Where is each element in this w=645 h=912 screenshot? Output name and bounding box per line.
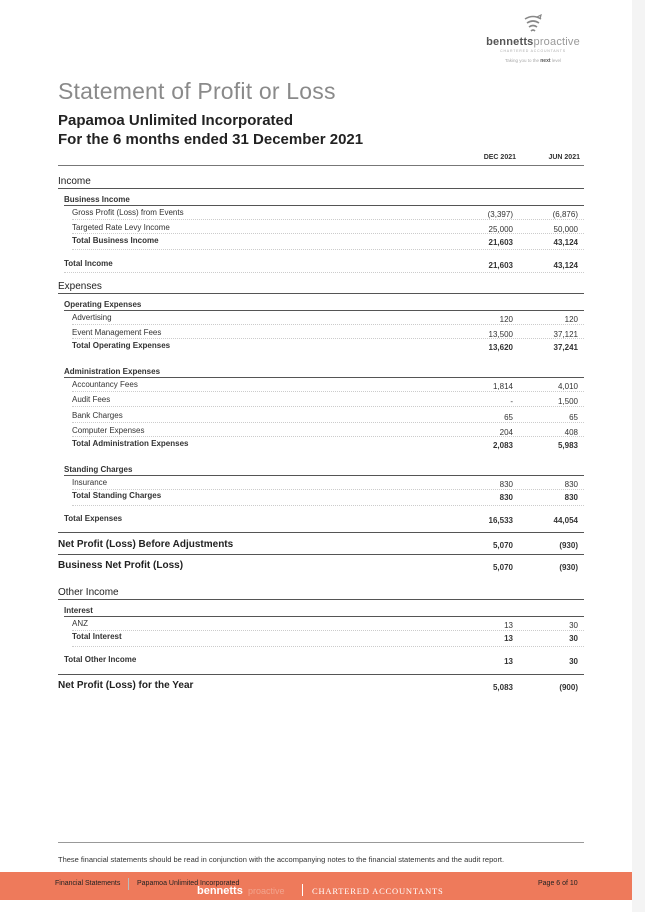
logo-tagline: Taking you to the next level (504, 58, 562, 64)
row-value-dec: 65 (504, 413, 513, 422)
footer-divider (58, 842, 584, 843)
row-value-dec: 21,603 (488, 238, 513, 247)
arc-signal-icon (522, 14, 544, 34)
group-heading-standing-charges: Standing Charges (64, 465, 133, 474)
row-value-jun: 4,010 (557, 382, 578, 391)
row-value-dec: 25,000 (488, 225, 513, 234)
row-label: Bank Charges (72, 411, 123, 420)
scan-edge-shadow (632, 0, 645, 912)
section-divider (58, 599, 584, 600)
logo-subline: CHARTERED ACCOUNTANTS (500, 49, 566, 53)
row-label-net-for-year: Net Profit (Loss) for the Year (58, 680, 194, 691)
row-value-jun: 37,241 (553, 343, 578, 352)
row-value-jun: (6,876) (552, 210, 578, 219)
row-value-jun: 408 (564, 428, 578, 437)
row-divider (72, 505, 584, 506)
row-label: Computer Expenses (72, 426, 145, 435)
row-value-dec: 13,500 (488, 330, 513, 339)
row-divider (72, 219, 584, 220)
row-value-jun: 30 (569, 657, 578, 666)
section-divider (58, 293, 584, 294)
row-value-jun: 37,121 (553, 330, 578, 339)
row-value-jun: 120 (564, 315, 578, 324)
row-value-jun: (930) (559, 563, 578, 572)
company-name: Papamoa Unlimited Incorporated (58, 112, 294, 129)
group-divider (64, 377, 584, 378)
row-value-dec: 1,814 (492, 382, 513, 391)
row-value-dec: 13 (504, 634, 513, 643)
row-divider (72, 489, 584, 490)
group-divider (64, 205, 584, 206)
row-divider (72, 406, 584, 407)
group-divider (64, 475, 584, 476)
footer-firm-label: CHARTERED ACCOUNTANTS (312, 886, 444, 896)
row-value-jun: 30 (569, 634, 578, 643)
row-value-dec: 16,533 (488, 516, 513, 525)
row-value-dec: 5,070 (492, 541, 513, 550)
row-label-total: Total Other Income (64, 655, 137, 664)
column-header-jun-2021: JUN 2021 (548, 154, 580, 161)
row-value-dec: - (510, 397, 513, 406)
row-divider (72, 249, 584, 250)
row-value-jun: 5,983 (557, 441, 578, 450)
row-value-dec: 204 (499, 428, 513, 437)
column-header-dec-2021: DEC 2021 (483, 154, 516, 161)
row-divider (72, 422, 584, 423)
row-value-dec: 120 (499, 315, 513, 324)
row-value-jun: 1,500 (557, 397, 578, 406)
row-label: Accountancy Fees (72, 380, 138, 389)
firm-logo (478, 14, 588, 64)
group-divider (64, 310, 584, 311)
group-heading-administration-expenses: Administration Expenses (64, 367, 161, 376)
section-divider (58, 532, 584, 533)
group-heading-operating-expenses: Operating Expenses (64, 300, 142, 309)
row-label-net-before-adjustments: Net Profit (Loss) Before Adjustments (58, 539, 234, 550)
footer-separator (128, 878, 129, 890)
row-divider (72, 391, 584, 392)
footer-brand-separator (302, 884, 303, 896)
section-heading-income: Income (58, 176, 91, 187)
row-value-jun: 830 (564, 493, 578, 502)
section-heading-other-income: Other Income (58, 587, 119, 598)
footer-note: These financial statements should be read in conjunction with the accompanying notes to the financial statements and the audit report. (58, 855, 505, 864)
row-value-dec: 21,603 (488, 261, 513, 270)
row-label: ANZ (72, 619, 88, 628)
row-value-jun: 65 (569, 413, 578, 422)
page-number: Page 6 of 10 (538, 880, 578, 887)
row-label-total: Total Administration Expenses (72, 439, 189, 448)
row-value-jun: (900) (559, 683, 578, 692)
row-value-dec: 5,083 (492, 683, 513, 692)
footer-company-label: Papamoa Unlimited Incorporated (137, 880, 240, 887)
footer-brand-light: proactive (248, 886, 285, 896)
row-value-dec: 830 (499, 493, 513, 502)
row-label-total: Total Income (64, 259, 113, 268)
row-value-dec: 13 (504, 657, 513, 666)
report-period: For the 6 months ended 31 December 2021 (58, 131, 364, 148)
row-label-total: Total Business Income (72, 236, 159, 245)
row-label-total: Total Operating Expenses (72, 341, 171, 350)
row-divider (72, 436, 584, 437)
row-label: Targeted Rate Levy Income (72, 223, 170, 232)
row-value-dec: 5,070 (492, 563, 513, 572)
row-value-jun: 830 (564, 480, 578, 489)
row-label: Gross Profit (Loss) from Events (72, 208, 184, 217)
row-label-business-net: Business Net Profit (Loss) (58, 560, 184, 571)
row-value-jun: 43,124 (553, 261, 578, 270)
row-divider (72, 324, 584, 325)
row-value-dec: 13 (504, 621, 513, 630)
row-label-total: Total Expenses (64, 514, 123, 523)
row-divider (72, 233, 584, 234)
row-value-jun: 50,000 (553, 225, 578, 234)
row-divider (64, 272, 584, 273)
section-divider (58, 674, 584, 675)
row-divider (72, 630, 584, 631)
header-divider (58, 165, 584, 166)
group-heading-interest: Interest (64, 606, 93, 615)
row-divider (72, 338, 584, 339)
row-label: Insurance (72, 478, 108, 487)
row-value-dec: (3,397) (487, 210, 513, 219)
row-divider (72, 646, 584, 647)
logo-wordmark: bennettsproactive (486, 36, 580, 48)
row-label-total: Total Standing Charges (72, 491, 162, 500)
section-divider (58, 554, 584, 555)
section-divider (58, 188, 584, 189)
page-title: Statement of Profit or Loss (58, 78, 336, 104)
group-divider (64, 616, 584, 617)
row-value-dec: 830 (499, 480, 513, 489)
row-value-jun: 43,124 (553, 238, 578, 247)
group-heading-business-income: Business Income (64, 195, 130, 204)
row-label: Advertising (72, 313, 112, 322)
row-label: Audit Fees (72, 395, 111, 404)
row-value-dec: 13,620 (488, 343, 513, 352)
row-value-jun: 44,054 (553, 516, 578, 525)
row-label: Event Management Fees (72, 328, 162, 337)
footer-section-label: Financial Statements (55, 880, 121, 887)
footer-brand-bold: bennetts (197, 885, 243, 897)
footer-bar (0, 872, 645, 900)
row-value-dec: 2,083 (492, 441, 513, 450)
row-value-jun: (930) (559, 541, 578, 550)
section-heading-expenses: Expenses (58, 281, 102, 292)
row-value-jun: 30 (569, 621, 578, 630)
row-label-total: Total Interest (72, 632, 122, 641)
